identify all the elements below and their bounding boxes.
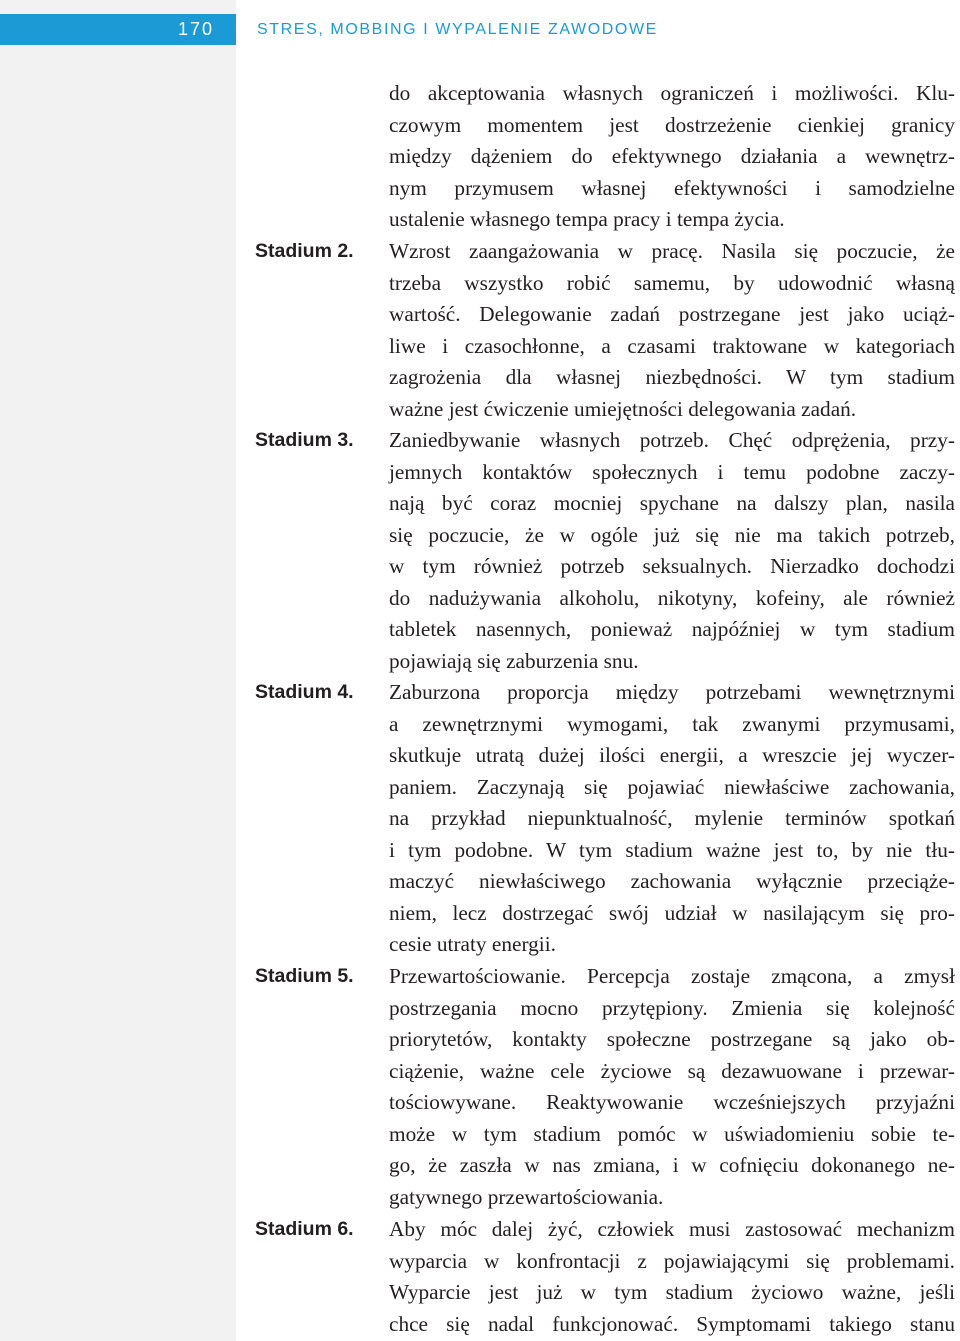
stage-description <box>389 1214 955 1340</box>
text-line: Zaniedbywanie własnych potrzeb. Chęć odprężenia, przy- <box>389 428 955 452</box>
text-line: gatywnego przewartościowania. <box>389 1184 664 1209</box>
text-line: Wzrost zaangażowania w pracę. Nasila się poczucie, że <box>389 239 955 263</box>
stage-description <box>389 236 955 425</box>
text-line: ważne jest ćwiczenie umiejętności delegowania zadań. <box>389 396 857 421</box>
text-line: paniem. Zaczynają się pojawiać niewłaściwe zachowania, <box>389 774 955 799</box>
text-line: i tym podobne. W tym stadium ważne jest to, by nie tłu- <box>389 837 955 862</box>
text-line: wyparcia w konfrontacji z pojawiającymi się problemami. <box>389 1248 955 1273</box>
text-line: nym przymusem własnej efektywności i samodzielne <box>389 175 955 200</box>
text-line: jemnych kontaktów społecznych i temu podobne zaczy- <box>389 459 955 484</box>
stage-label: Stadium 5. <box>255 965 354 987</box>
stage-description <box>389 425 955 677</box>
stage-label: Stadium 4. <box>255 681 354 703</box>
text-line: skutkuje utratą dużej ilości energii, a wreszcie jej wyczer- <box>389 743 955 767</box>
text-line: Zaburzona proporcja między potrzebami wewnętrznymi <box>389 680 955 704</box>
stage-label: Stadium 3. <box>255 429 354 451</box>
text-line: ciążenie, ważne cele życiowe są dezawuowane i przewar- <box>389 1058 955 1083</box>
stage-description <box>389 961 955 1213</box>
text-line: w tym również potrzeb seksualnych. Nierzadko dochodzi <box>389 554 955 578</box>
text-line: niem, lecz dostrzegać swój udział w nasilającym się pro- <box>389 900 955 925</box>
text-line: chce się nadal funkcjonować. Symptomami takiego stanu <box>389 1311 955 1336</box>
text-line: czowym momentem jest dostrzeżenie cienkiej granicy <box>389 112 955 137</box>
text-line: priorytetów, kontakty społeczne postrzegane są jako ob- <box>389 1027 955 1051</box>
running-head: STRES, MOBBING I WYPALENIE ZAWODOWE <box>257 21 658 38</box>
text-line: Wyparcie jest już w tym stadium życiowo ważne, jeśli <box>389 1280 955 1304</box>
text-line: do akceptowania własnych ograniczeń i możliwości. Klu- <box>389 81 955 105</box>
text-line: a zewnętrznymi wymogami, tak zwanymi przymusami, <box>389 711 955 736</box>
stage-description <box>389 677 955 961</box>
stage-label: Stadium 6. <box>255 1218 354 1240</box>
text-line: cesie utraty energii. <box>389 932 556 956</box>
stage-label: Stadium 2. <box>255 240 354 262</box>
text-line: zagrożenia dla własnej niezbędności. W tym stadium <box>389 365 955 389</box>
text-line: maczyć niewłaściwego zachowania wyłącznie przeciąże- <box>389 869 955 893</box>
text-line: pojawiają się zaburzenia snu. <box>389 648 639 673</box>
text-line: między dążeniem do efektywnego działania a wewnętrz- <box>389 144 955 168</box>
text-line: Przewartościowanie. Percepcja zostaje zmącona, a zmysł <box>389 964 955 988</box>
text-line: wartość. Delegowanie zadań postrzegane jest jako uciąż- <box>389 302 955 326</box>
text-line: trzeba wszystko robić samemu, by udowodnić własną <box>389 270 955 295</box>
text-line: może w tym stadium pomóc w uświadomieniu sobie te- <box>389 1121 955 1146</box>
text-line: liwe i czasochłonne, a czasami traktowane w kategoriach <box>389 333 955 358</box>
text-line: nają być coraz mocniej spychane na dalszy plan, nasila <box>389 491 955 515</box>
text-line: Aby móc dalej żyć, człowiek musi zastosować mechanizm <box>389 1217 955 1241</box>
continuation-paragraph <box>389 78 955 236</box>
text-line: na przykład niepunktualność, mylenie terminów spotkań <box>389 806 955 830</box>
page-margin-strip <box>0 0 236 1341</box>
text-line: postrzegania mocno przytępiony. Zmienia się kolejność <box>389 995 955 1020</box>
text-line: do nadużywania alkoholu, nikotyny, kofeiny, ale również <box>389 585 955 610</box>
text-line: ustalenie własnego tempa pracy i tempa życia. <box>389 207 785 231</box>
page-number: 170 <box>177 19 214 39</box>
text-line: tabletek nasennych, ponieważ najpóźniej w tym stadium <box>389 617 955 641</box>
text-line: tościowywane. Reaktywowanie wcześniejszych przyjaźni <box>389 1090 955 1114</box>
text-line: się poczucie, że w ogóle już się nie ma takich potrzeb, <box>389 522 955 547</box>
text-line: go, że zaszła w nas zmiana, i w cofnięciu dokonanego ne- <box>389 1153 955 1177</box>
page-number-box <box>0 14 236 45</box>
